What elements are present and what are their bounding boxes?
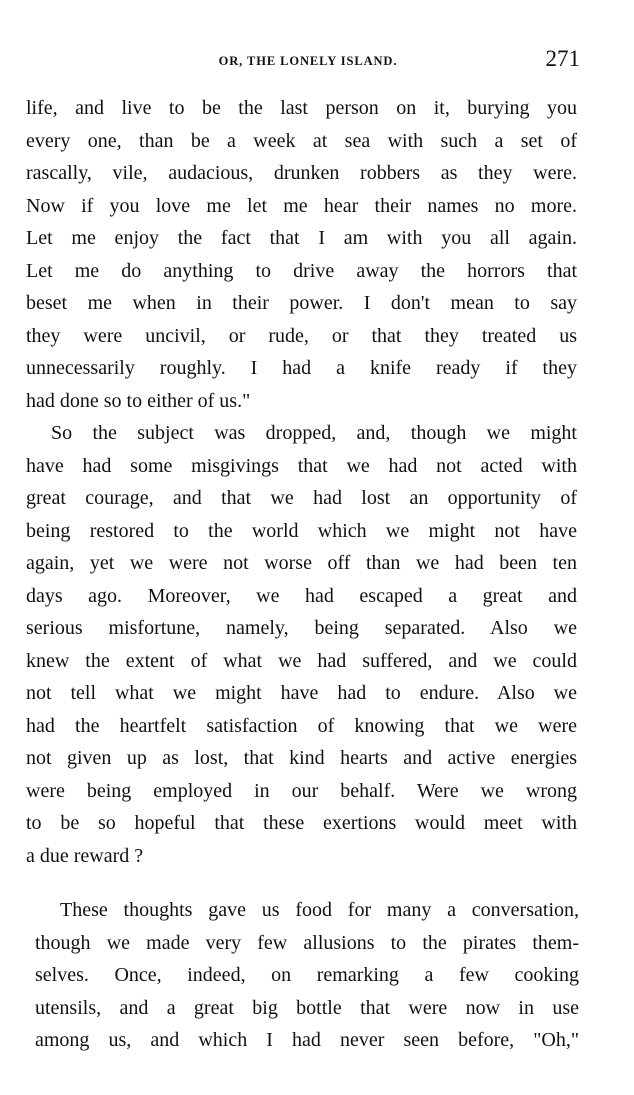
text-line: beset me when in their power. I don't mean to say <box>26 292 577 314</box>
text-line: serious misfortune, namely, being separated. Also we <box>26 617 577 639</box>
text-line: among us, and which I had never seen before, "Oh," <box>35 1029 579 1051</box>
text-line: not given up as lost, that kind hearts and active energies <box>26 747 577 769</box>
text-line: every one, than be a week at sea with such a set of <box>26 129 577 152</box>
text-line: they were uncivil, or rude, or that they treated us <box>26 324 577 347</box>
text-line: were being employed in our behalf. Were we wrong <box>26 779 577 802</box>
text-line: Now if you love me let me hear their names no more. <box>26 194 577 217</box>
text-line: knew the extent of what we had suffered, and we could <box>26 649 577 672</box>
text-line: not tell what we might have had to endure. Also we <box>26 682 577 704</box>
paragraph <box>26 92 577 417</box>
page-header <box>28 46 588 76</box>
text-line: being restored to the world which we might not have <box>26 519 577 542</box>
page-number: 271 <box>545 46 580 71</box>
text-line: great courage, and that we had lost an opportunity of <box>26 487 577 509</box>
text-line: though we made very few allusions to the pirates them- <box>35 931 579 954</box>
text-line: These thoughts gave us food for many a conversation, <box>60 899 579 921</box>
running-head: OR, THE LONELY ISLAND. <box>218 54 398 68</box>
text-line: a due reward ? <box>26 844 144 867</box>
text-line: utensils, and a great big bottle that were now in use <box>35 996 579 1019</box>
text-line: again, yet we were not worse off than we had been ten <box>26 552 577 574</box>
text-line: have had some misgivings that we had not acted with <box>26 454 577 477</box>
text-line: had done so to either of us." <box>26 389 251 412</box>
text-line: Let me enjoy the fact that I am with you all again. <box>26 227 577 249</box>
paragraph <box>26 417 577 872</box>
text-line: unnecessarily roughly. I had a knife ready if they <box>26 357 577 379</box>
text-line: days ago. Moreover, we had escaped a great and <box>26 584 577 607</box>
text-line: had the heartfelt satisfaction of knowing that we were <box>26 714 577 737</box>
text-line: rascally, vile, audacious, drunken robbers as they were. <box>26 162 577 184</box>
body-text <box>26 92 577 872</box>
paragraph <box>35 894 579 1057</box>
text-line: life, and live to be the last person on it, burying you <box>26 97 577 119</box>
text-line: to be so hopeful that these exertions would meet with <box>26 812 577 834</box>
text-line: So the subject was dropped, and, though we might <box>51 422 577 444</box>
text-line: selves. Once, indeed, on remarking a few cooking <box>35 964 579 986</box>
body-text-continued <box>35 894 579 1057</box>
text-line: Let me do anything to drive away the horrors that <box>26 259 577 282</box>
